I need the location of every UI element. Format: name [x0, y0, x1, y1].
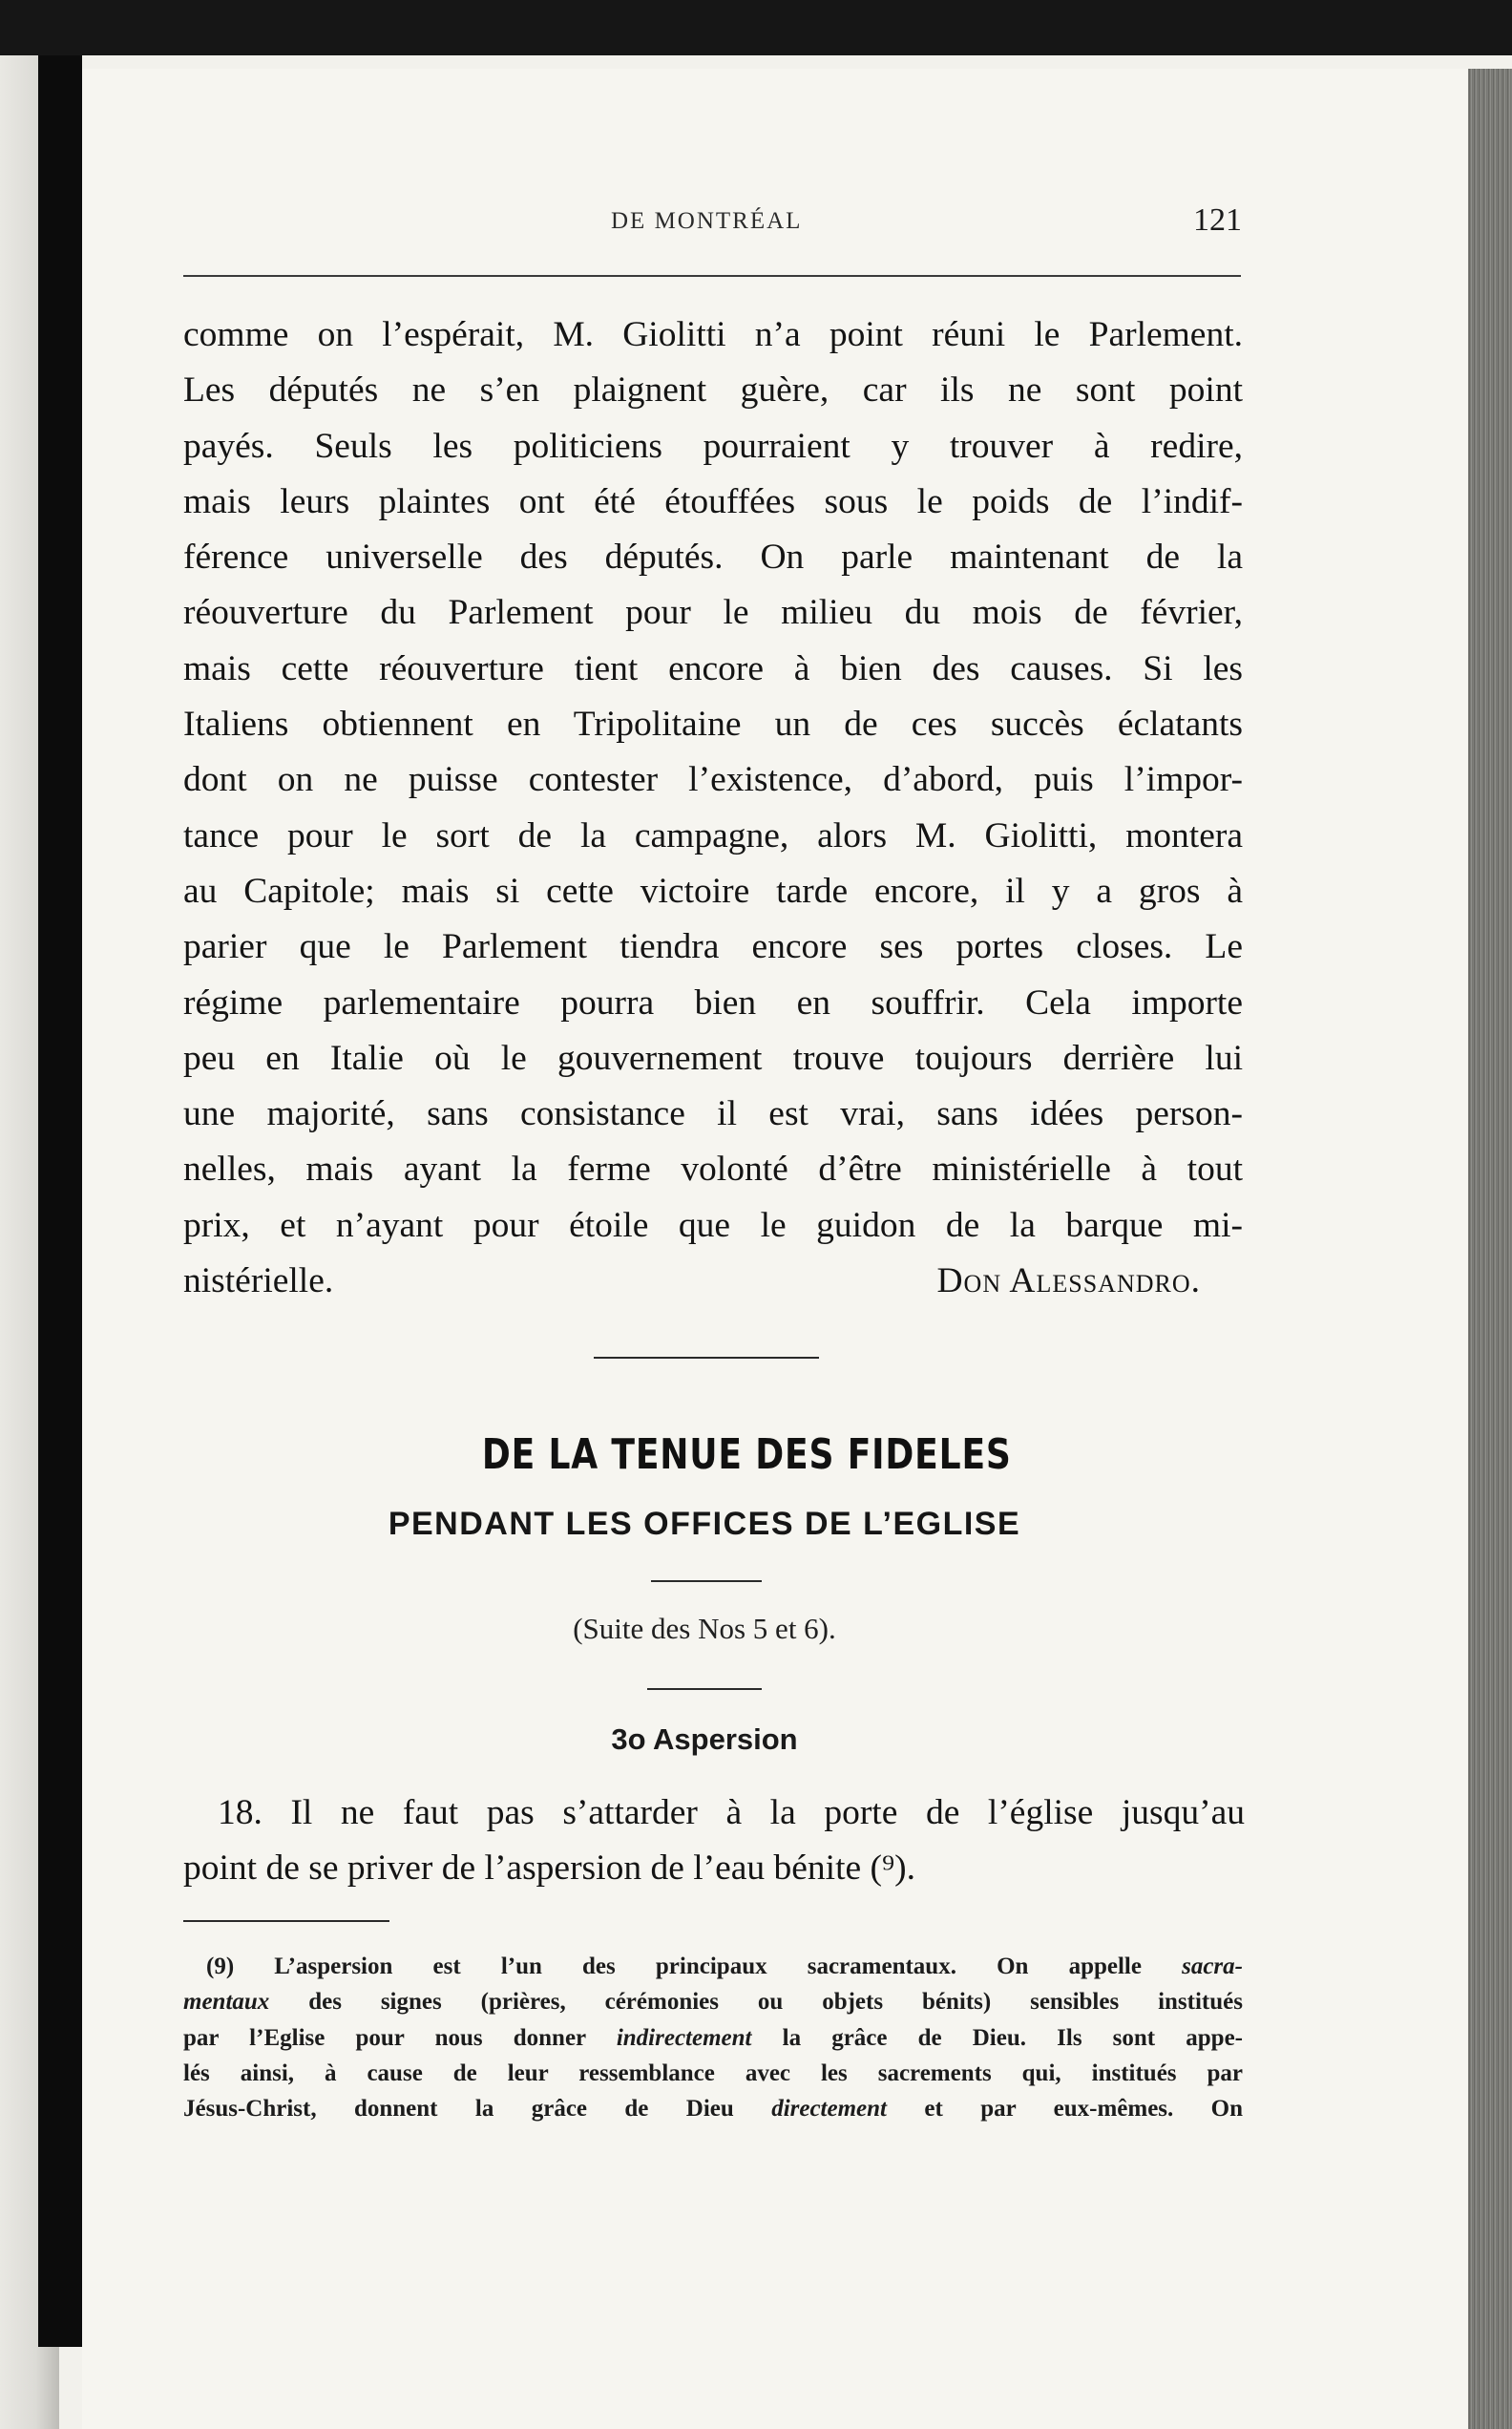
text-line: parier que le Parlement tiendra encore ses portes closes. Le — [183, 927, 1243, 967]
paragraph-18 — [183, 1785, 1245, 1897]
book-spine-shadow — [38, 55, 82, 2347]
author-signature: Don Alessandro. — [936, 1261, 1201, 1301]
text-line: point de se priver de l’aspersion de l’eau bénite (⁹). — [183, 1848, 915, 1889]
subtitle-rule — [651, 1580, 762, 1582]
footnote-italic: sacra- — [1182, 1954, 1243, 1979]
footnote-italic: indirectement — [616, 2024, 752, 2051]
footnote-text: la grâce de Dieu. Ils sont appe- — [751, 2024, 1243, 2051]
text-line: prix, et n’ayant pour étoile que le guidon de la barque mi- — [183, 1205, 1243, 1245]
page-number: 121 — [1193, 202, 1242, 238]
footnote-rule — [183, 1920, 389, 1922]
text-line: comme on l’espérait, M. Giolitti n’a point réuni le Parlement. — [183, 315, 1243, 354]
text-line: réouverture du Parlement pour le milieu du mois de février, — [183, 593, 1243, 633]
text-line: payés. Seuls les politiciens pourraient y trouver à redire, — [183, 426, 1243, 466]
article-subtitle: PENDANT LES OFFICES DE L’EGLISE — [388, 1506, 1021, 1542]
footnote-text: par l’Eglise pour nous donner — [183, 2024, 617, 2051]
text-line: au Capitole; mais si cette victoire tarde encore, il y a gros à — [183, 871, 1243, 911]
last-line-text: nistérielle. — [183, 1261, 334, 1301]
text-line: une majorité, sans consistance il est vrai, sans idées person- — [183, 1094, 1243, 1134]
footnote-text: (9) L’aspersion est l’un des principaux sacramentaux. On appelle — [206, 1954, 1183, 1979]
article-body — [183, 307, 1243, 1309]
text-line: Les députés ne s’en plaignent guère, car ils ne sont point — [183, 370, 1243, 411]
continuation-note: (Suite des Nos 5 et 6). — [573, 1612, 836, 1645]
text-line: tance pour le sort de la campagne, alors M. Giolitti, montera — [183, 815, 1243, 855]
text-line: mais leurs plaintes ont été étouffées sous le poids de l’indif- — [183, 481, 1243, 521]
footnote-line — [183, 2020, 1243, 2056]
text-line: nelles, mais ayant la ferme volonté d’être ministérielle à tout — [183, 1150, 1243, 1190]
page-block-edge — [1468, 69, 1512, 2429]
footnote-text: des signes (prières, cérémonies ou objets bénits) sensibles institués — [269, 1989, 1243, 2016]
text-line: peu en Italie où le gouvernement trouve toujours derrière lui — [183, 1038, 1243, 1078]
continuation-rule — [647, 1688, 762, 1690]
footnote-line: lés ainsi, à cause de leur ressemblance avec les sacrements qui, institués par — [183, 2059, 1243, 2086]
footnote-text: Jésus-Christ, donnent la grâce de Dieu — [183, 2096, 772, 2123]
footnote-line — [183, 2091, 1243, 2126]
text-line: 18. Il ne faut pas s’attarder à la porte de l’église jusqu’au — [218, 1793, 1245, 1832]
subsection-heading: 3o Aspersion — [611, 1722, 798, 1756]
footnote-italic: mentaux — [183, 1989, 270, 2016]
text-line: régime parlementaire pourra bien en souffrir. Cela importe — [183, 982, 1243, 1023]
text-line-final — [183, 1254, 1243, 1309]
running-head: DE MONTRÉAL — [611, 208, 803, 234]
header-rule — [183, 275, 1241, 277]
text-line: férence universelle des députés. On parle maintenant de la — [183, 538, 1243, 578]
text-line: dont on ne puisse contester l’existence, d’abord, puis l’impor- — [183, 760, 1243, 800]
footnote-text: et par eux-mêmes. On — [887, 2096, 1244, 2123]
footnote-line — [183, 1984, 1243, 2019]
footnote-line — [183, 1949, 1243, 1984]
footnote-italic: directement — [771, 2096, 887, 2123]
article-title: DE LA TENUE DES FIDELES — [481, 1430, 1012, 1479]
text-line: Italiens obtiennent en Tripolitaine un de ces succès éclatants — [183, 705, 1243, 745]
footnote — [183, 1949, 1243, 2126]
section-divider — [594, 1357, 819, 1359]
text-line: mais cette réouverture tient encore à bien des causes. Si les — [183, 648, 1243, 688]
